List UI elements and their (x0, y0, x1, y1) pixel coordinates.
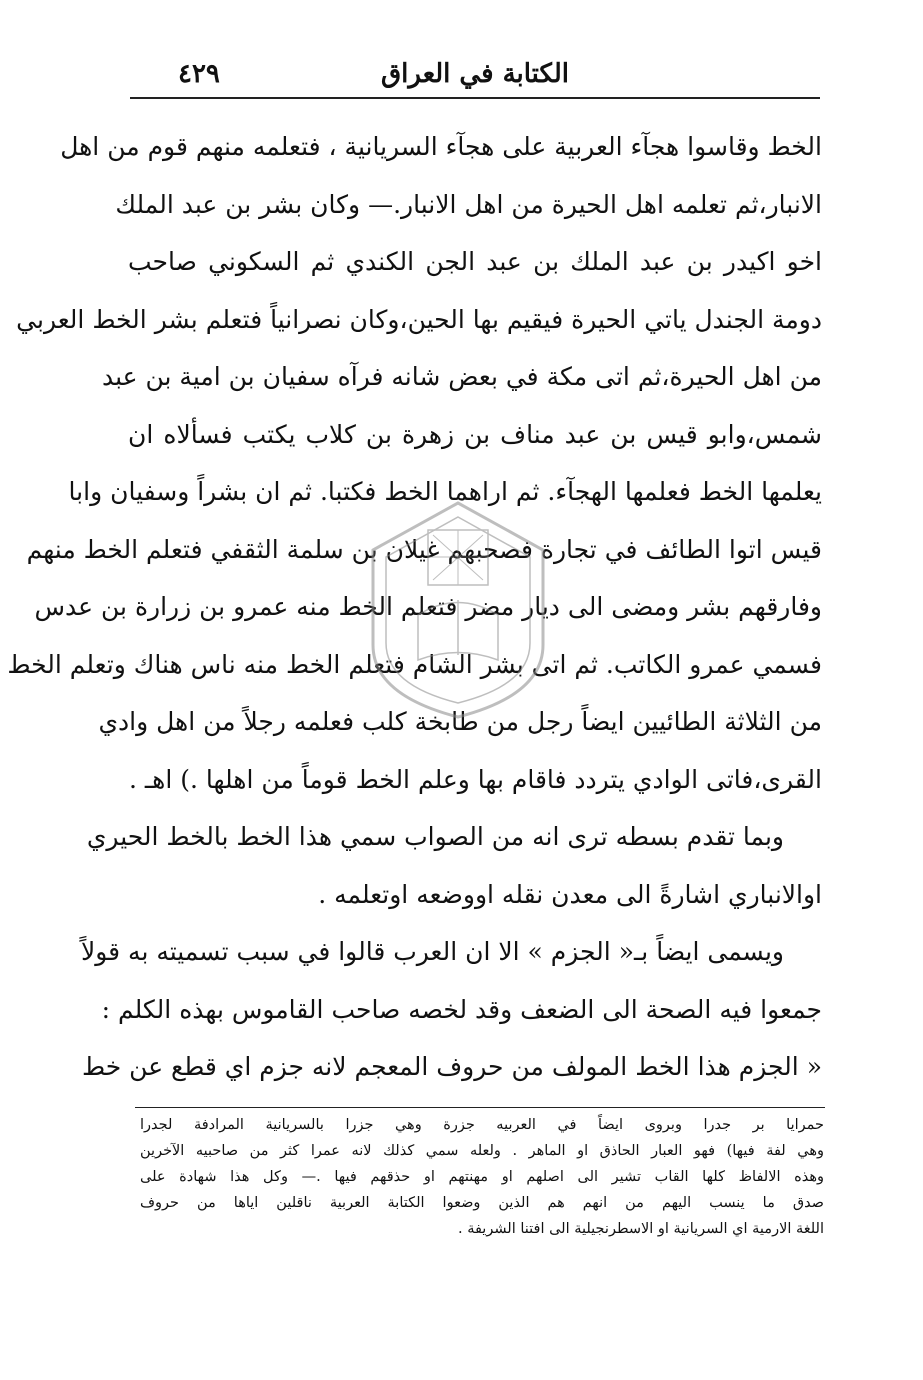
text-line: يعلمها الخط فعلمها الهجآء. ثم اراهما الخط فكتبا. ثم ان بشراً وسفيان وابا (68, 477, 822, 506)
text-line: دومة الجندل ياتي الحيرة فيقيم بها الحين،وكان نصرانياً فتعلم بشر الخط العربي (16, 304, 822, 334)
text-line: من اهل الحيرة،ثم اتى مكة في بعض شانه فرآه سفيان بن امية بن عبد (101, 362, 822, 391)
text-line: شمس،وابو قيس بن عبد مناف بن زهرة بن كلاب يكتب فسألاه ان (128, 419, 822, 449)
page-number: ٤٢٩ (178, 59, 220, 89)
text-line: وفارقهم بشر ومضى الى ديار مضر فتعلم الخط منه عمرو بن زرارة بن عدس (34, 592, 822, 621)
text-line: الانبار،ثم تعلمه اهل الحيرة من اهل الانبار.— وكان بشر بن عبد الملك (115, 189, 822, 219)
text-line: من الثلاثة الطائيين ايضاً رجل من طابخة كلب فعلمه رجلاً من اهل وادي (98, 707, 822, 736)
text-line: ويسمى ايضاً بـ« الجزم » الا ان العرب قالوا في سبب تسميته به قولاً (80, 937, 784, 966)
footnote-rule (135, 1107, 825, 1108)
library-seal-watermark-icon (358, 495, 558, 725)
footnote-line: حمرايا بر جدرا وبروى ايضاً في العربيه جزرة وهي جزرا بالسريانية المرادفة لجدرا (140, 1117, 824, 1133)
text-line: « الجزم هذا الخط المولف من حروف المعجم لانه جزم اي قطع عن خط (82, 1052, 822, 1081)
text-line: جمعوا فيه الصحة الى الضعف وقد لخصه صاحب القاموس بهذه الكلم : (101, 994, 822, 1024)
text-line: القرى،فاتى الوادي يتردد فاقام بها وعلم الخط قوماً من اهلها .) اهـ . (128, 764, 822, 794)
footnote-line: اللغة الارمية اي السريانية او الاسطرنجيلية الى افتنا الشريفة . (457, 1221, 824, 1237)
text-line: اوالانباري اشارةً الى معدن نقله اووضعه اوتعلمه . (318, 879, 822, 909)
running-title: الكتابة في العراق (380, 59, 570, 89)
text-line: اخو اكيدر بن عبد الملك بن عبد الجن الكندي ثم السكوني صاحب (128, 247, 822, 276)
text-line: فسمي عمرو الكاتب. ثم اتى بشر الشام فتعلم الخط منه ناس هناك وتعلم الخط (7, 649, 822, 679)
footnote-line: وهي لفة فيها) فهو العبار الحاذق او الماهر . ولعله سمي كذلك لانه عمرا كثر من صاحبيه الآخرين (140, 1143, 824, 1159)
text-line: الخط وقاسوا هجآء العربية على هجآء السريانية ، فتعلمه منهم قوم من اهل (60, 132, 822, 161)
footnotes (140, 1112, 824, 1242)
page-header (130, 55, 820, 95)
text-line: وبما تقدم بسطه ترى انه من الصواب سمي هذا الخط بالخط الحيري (86, 822, 784, 851)
footnote-line: وهذه الالفاظ كلها القاب تشير الى اصلهم او مهنتهم او حذقهم فيها .— وكل هذا شهادة على (140, 1169, 824, 1185)
text-line: قيس اتوا الطائف في تجارة فصحبهم غيلان بن سلمة الثقفي فتعلم الخط منهم (26, 534, 822, 564)
header-rule (130, 97, 820, 99)
footnote-line: صدق ما ينسب اليهم من انهم هم الذين وضعوا الكتابة العربية ناقلين اياها من حروف (140, 1195, 824, 1211)
